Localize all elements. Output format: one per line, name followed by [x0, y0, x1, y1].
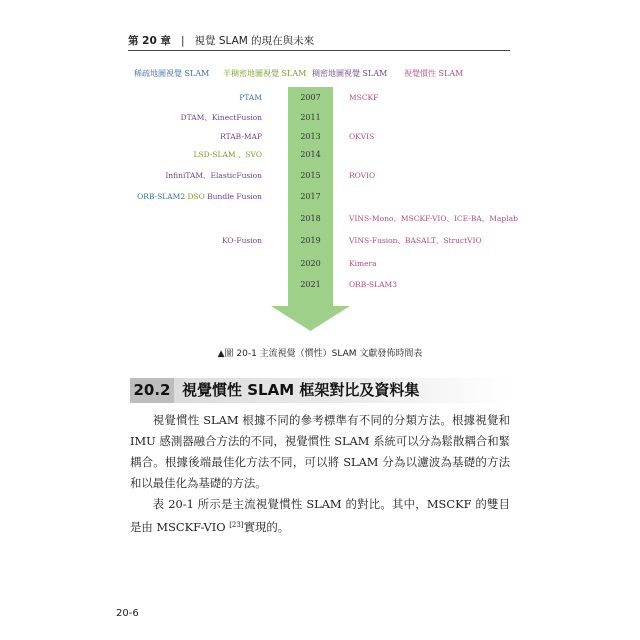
year-label: 2013 [300, 132, 321, 141]
timeline-left-entry [222, 236, 262, 245]
timeline-right-entry [349, 93, 378, 102]
timeline-right-entry [349, 280, 397, 289]
timeline-left-entry [181, 113, 262, 122]
section-number: 20.2 [130, 378, 174, 403]
timeline-item: VINS-Fusion、BASALT、StructVIO [349, 236, 482, 245]
timeline-right-entry [348, 236, 482, 245]
timeline-item: VINS-Mono、MSCKF-VIO、ICE-BA、Maplab [349, 214, 518, 223]
timeline-left-entry [220, 132, 262, 141]
chapter-title: 視覺 SLAM 的現在與未來 [194, 35, 315, 47]
year-label: 2021 [300, 280, 321, 289]
header-separator: | [180, 34, 185, 47]
timeline-left-entry [137, 192, 262, 201]
timeline-arrow [271, 87, 350, 331]
paragraph-1: 視覺慣性 SLAM 根據不同的參考標準有不同的分類方法。根據視覺和 IMU 感測器融合方法的不同，視覺慣性 SLAM 系統可以分為鬆散耦合和緊耦合。根據後端最佳化方法不同，可以將 SLAM 分為以濾波為基礎的方法和以最佳化為基礎的方法。 [130, 413, 510, 490]
timeline-right-entry [349, 171, 375, 180]
page-number: 20-6 [116, 608, 139, 619]
timeline-right-entry [349, 259, 377, 268]
figure-caption: ▲圖 20-1 主流視覺（慣性）SLAM 文獻發佈時間表 [217, 349, 423, 359]
legend-dense-label: 稠密地圖視覺 SLAM [312, 69, 388, 78]
timeline-item: DSO [185, 192, 205, 201]
timeline-item: InfiniTAM、ElasticFusion [165, 171, 262, 180]
legend-visual-inertial-label: 視覺慣性 SLAM [404, 69, 464, 78]
timeline-item: KO-Fusion [222, 236, 262, 245]
timeline-right-entry [348, 214, 518, 223]
year-label: 2007 [300, 93, 321, 102]
timeline-left-entry [194, 150, 262, 159]
paragraph-2-after: 實現的。 [243, 520, 290, 534]
paragraph-2-before: 表 20-1 所示是主流視覺慣性 SLAM 的對比。其中，MSCKF 的雙目是由 MSCKF-VIO [130, 497, 510, 534]
legend-sparse-label: 稀疏地圖視覺 SLAM [134, 69, 210, 78]
citation-ref: [23] [229, 521, 244, 529]
year-label: 2017 [300, 192, 321, 201]
timeline-item: Kimera [349, 259, 377, 268]
timeline-item: LSD-SLAM 、SVO [193, 150, 262, 159]
timeline-item: ORB-SLAM2 [137, 192, 186, 201]
timeline-item: Bundle Fusion [204, 192, 262, 201]
timeline-left-entry [165, 171, 262, 180]
timeline-item: ORB-SLAM3 [349, 280, 397, 289]
timeline-right-entry [349, 132, 374, 141]
timeline-left-entry [239, 93, 262, 102]
year-label: 2014 [300, 150, 321, 159]
timeline-item: RTAB-MAP [220, 132, 262, 141]
section-title: 視覺慣性 SLAM 框架對比及資料集 [182, 381, 420, 399]
timeline-item: ROVIO [349, 171, 376, 180]
year-label: 2018 [300, 214, 321, 223]
legend-semidense-label: 半稠密地圖視覺 SLAM [223, 69, 307, 78]
section-heading [130, 378, 510, 403]
year-label: 2015 [300, 171, 321, 180]
timeline-item: OKVIS [349, 132, 375, 141]
chapter-label: 第 20 章 [128, 35, 171, 47]
year-label: 2011 [300, 113, 321, 122]
timeline-item: MSCKF [349, 93, 379, 102]
year-label: 2020 [300, 259, 321, 268]
year-label: 2019 [300, 236, 321, 245]
body-text [130, 410, 510, 538]
paragraph-2 [130, 494, 510, 538]
timeline-item: DTAM、KinectFusion [180, 113, 262, 122]
timeline-item: PTAM [239, 93, 262, 102]
